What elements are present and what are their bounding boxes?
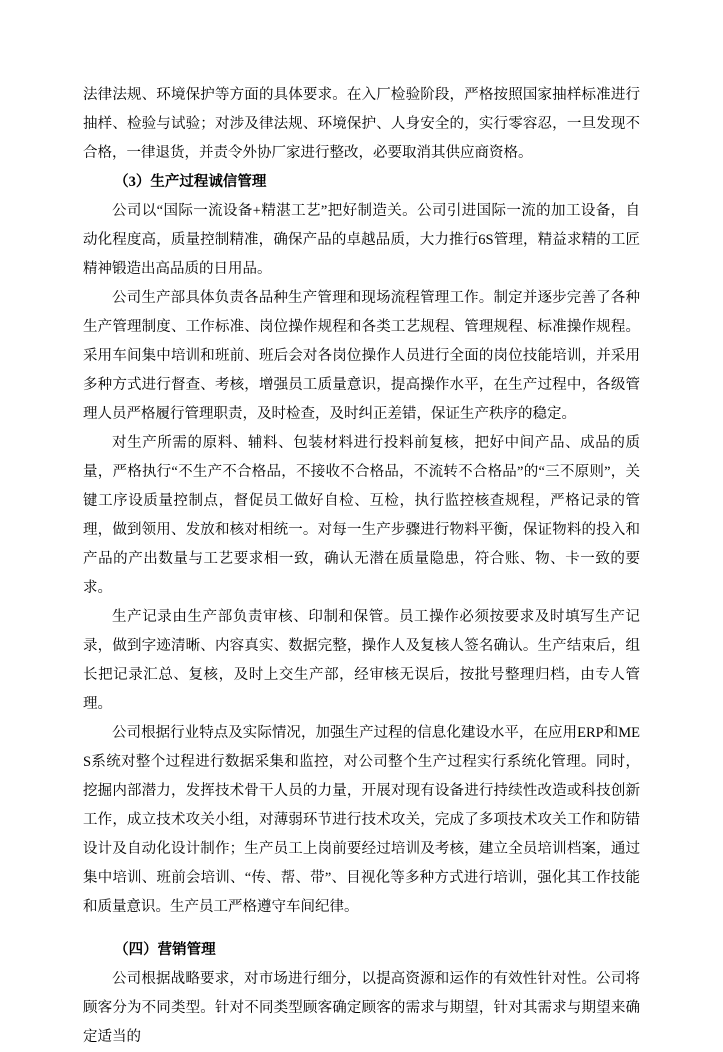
paragraph-production-dept-management: 公司生产部具体负责各品种生产管理和现场流程管理工作。制定并逐步完善了各种生产管理制度、工作标准、岗位操作规程和各类工艺规程、管理规程、标准操作规程。采用车间集中培训和班前、班后会对各岗位操作人员进行全面的岗位技能培训，并采用多种方式进行督查、考核，增强员工质量意识，提高操作水平，在生产过程中，各级管理人员严格履行管理职责，及时检查，及时纠正差错，保证生产秩序的稳定。 <box>83 290 640 422</box>
paragraph-informatization-training: 公司根据行业特点及实际情况，加强生产过程的信息化建设水平，在应用ERP和MES系统对整个过程进行数据采集和监控，对公司整个生产过程实行系统化管理。同时，挖掘内部潜力，发挥技术骨干人员的力量，开展对现有设备进行持续性改造或科技创新工作，成立技术攻关小组，对薄弱环节进行技术攻关，完成了多项技术攻关工作和防错设计及自动化设计制作；生产员工上岗前要经过培训及考核，建立全员培训档案，通过集中培训、班前会培训、“传、帮、带”、目视化等多种方式进行培训，强化其工作技能和质量意识。生产员工严格遵守车间纪律。 <box>83 725 640 915</box>
paragraph-material-quality-control: 对生产所需的原料、辅料、包装材料进行投料前复核，把好中间产品、成品的质量，严格执行“不生产不合格品，不接收不合格品，不流转不合格品”的“三不原则”，关键工序设质量控制点，督促员工做好自检、互检，执行监控核查规程，严格记录的管理，做到领用、发放和核对相统一。对每一生产步骤进行物料平衡，保证物料的投入和产品的产出数量与工艺要求相一致，确认无潜在质量隐患，符合账、物、卡一致的要求。 <box>83 435 640 596</box>
paragraph-market-segmentation: 公司根据战略要求，对市场进行细分，以提高资源和运作的有效性针对性。公司将顾客分为不同类型。针对不同类型顾客确定顾客的需求与期望，针对其需求与期望来确定适当的 <box>83 971 640 1045</box>
paragraph-supplier-inspection-continuation: 法律法规、环境保护等方面的具体要求。在入厂检验阶段，严格按照国家抽样标准进行抽样、检验与试验；对涉及律法规、环境保护、人身安全的，实行零容忍，一旦发现不合格，一律退货，并责令外协厂家进行整改，必要取消其供应商资格。 <box>83 87 640 161</box>
paragraph-equipment-craftsmanship: 公司以“国际一流设备+精湛工艺”把好制造关。公司引进国际一流的加工设备，自动化程度高，质量控制精准，确保产品的卓越品质，大力推行6S管理，精益求精的工匠精神锻造出高品质的日用品。 <box>83 203 640 277</box>
section-heading-production-process-integrity: （3）生产过程诚信管理 <box>114 174 267 190</box>
paragraph-production-records: 生产记录由生产部负责审核、印制和保管。员工操作必须按要求及时填写生产记录，做到字迹清晰、内容真实、数据完整，操作人及复核人签名确认。生产结束后，组长把记录汇总、复核，及时上交生产部，经审核无误后，按批号整理归档，由专人管理。 <box>83 609 640 712</box>
section-heading-marketing-management: （四）营销管理 <box>114 942 216 958</box>
